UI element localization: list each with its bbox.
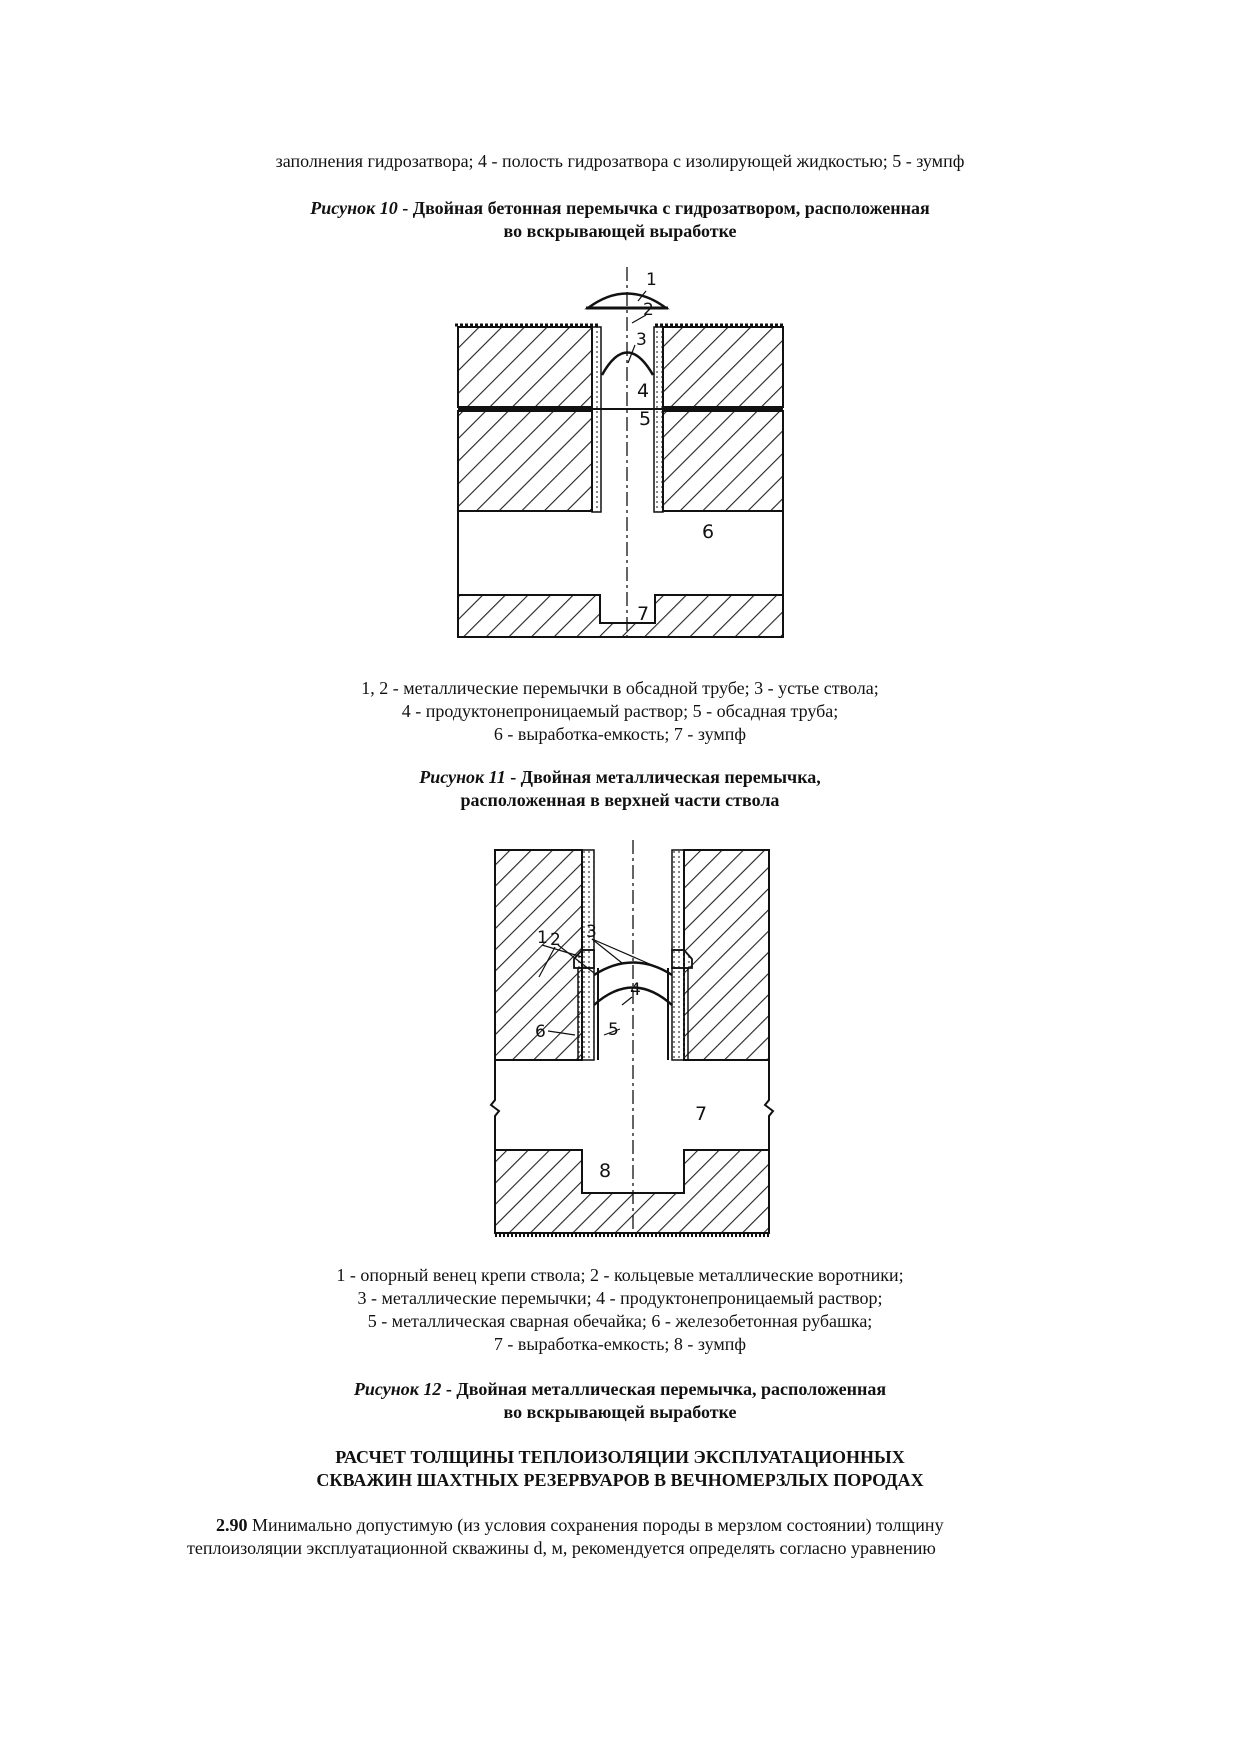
figure-10-number: Рисунок 10 xyxy=(310,198,398,218)
fig11-label-2: 2 xyxy=(643,300,654,320)
paragraph-line1 xyxy=(187,1514,1067,1537)
fig12-label-2: 2 xyxy=(550,930,561,950)
figure-10-title-text: - Двойная бетонная перемычка с гидрозатвором, расположенная xyxy=(397,198,930,218)
fig11-label-3: 3 xyxy=(636,330,647,350)
figure-10-title-line1 xyxy=(0,197,1240,220)
figure-12-title-text: - Двойная металлическая перемычка, расположенная xyxy=(441,1379,887,1399)
fig11-label-6: 6 xyxy=(702,521,715,543)
fig11-label-4: 4 xyxy=(637,380,650,402)
figure-11-legend-line1: 1, 2 - металлические перемычки в обсадной трубе; 3 - устье ствола; xyxy=(361,678,879,698)
bottom-rock xyxy=(458,595,783,637)
figure-11-number: Рисунок 11 xyxy=(419,767,506,787)
intro-caption-line: заполнения гидрозатвора; 4 - полость гидрозатвора с изолирующей жидкостью; 5 - зумпф xyxy=(275,151,965,171)
figure-12-number: Рисунок 12 xyxy=(353,1379,442,1399)
fig11-label-7: 7 xyxy=(637,603,650,625)
fig12-label-8: 8 xyxy=(599,1160,612,1182)
paragraph-2-90 xyxy=(187,1514,1067,1560)
figure-11-title-text: - Двойная металлическая перемычка, xyxy=(505,767,821,787)
fig12-label-1: 1 xyxy=(537,928,548,948)
fig12-label-4: 4 xyxy=(630,980,641,1000)
figure-12-legend-line2: 3 - металлические перемычки; 4 - продуктонепроницаемый раствор; xyxy=(357,1288,883,1308)
fig11-label-1: 1 xyxy=(646,270,657,290)
figure-12-title-line2: во вскрывающей выработке xyxy=(503,1402,737,1422)
upper-right-rock xyxy=(663,327,783,407)
middle-left-rock xyxy=(458,411,592,511)
section-heading-line2: СКВАЖИН ШАХТНЫХ РЕЗЕРВУАРОВ В ВЕЧНОМЕРЗЛЫХ ПОРОДАХ xyxy=(316,1470,924,1490)
upper-right-rock xyxy=(684,850,769,1060)
figure-11-legend-line3: 6 - выработка-емкость; 7 - зумпф xyxy=(493,724,747,744)
fig12-label-6: 6 xyxy=(535,1022,546,1042)
figure-12-legend-line3: 5 - металлическая сварная обечайка; 6 - железобетонная рубашка; xyxy=(367,1311,873,1331)
section-heading-line1: РАСЧЕТ ТОЛЩИНЫ ТЕПЛОИЗОЛЯЦИИ ЭКСПЛУАТАЦИОННЫХ xyxy=(335,1447,905,1467)
figure-11-title-line1 xyxy=(0,766,1240,789)
paragraph-line1-text: Минимально допустимую (из условия сохранения породы в мерзлом состоянии) толщину xyxy=(247,1515,944,1535)
fig12-label-3: 3 xyxy=(586,922,597,942)
figure-12-title-line1 xyxy=(0,1378,1240,1401)
fig12-label-7: 7 xyxy=(695,1103,708,1125)
upper-left-rock xyxy=(458,327,592,407)
paragraph-number: 2.90 xyxy=(216,1515,248,1535)
fig11-label-5: 5 xyxy=(639,408,652,430)
bottom-rock xyxy=(495,1150,769,1233)
figure-11-title-line2: расположенная в верхней части ствола xyxy=(460,790,780,810)
figure-12-drawing xyxy=(482,835,782,1245)
figure-12-legend-line4: 7 - выработка-емкость; 8 - зумпф xyxy=(493,1334,747,1354)
fig12-label-5: 5 xyxy=(608,1020,619,1040)
figure-11-drawing xyxy=(450,265,790,645)
paragraph-line2: теплоизоляции эксплуатационной скважины d, м, рекомендуется определять согласно уравнению xyxy=(187,1538,936,1558)
figure-12-legend-line1: 1 - опорный венец крепи ствола; 2 - кольцевые металлические воротники; xyxy=(336,1265,904,1285)
figure-10-title-line2: во вскрывающей выработке xyxy=(503,221,737,241)
middle-right-rock xyxy=(663,411,783,511)
figure-11-legend-line2: 4 - продуктонепроницаемый раствор; 5 - обсадная труба; xyxy=(401,701,839,721)
